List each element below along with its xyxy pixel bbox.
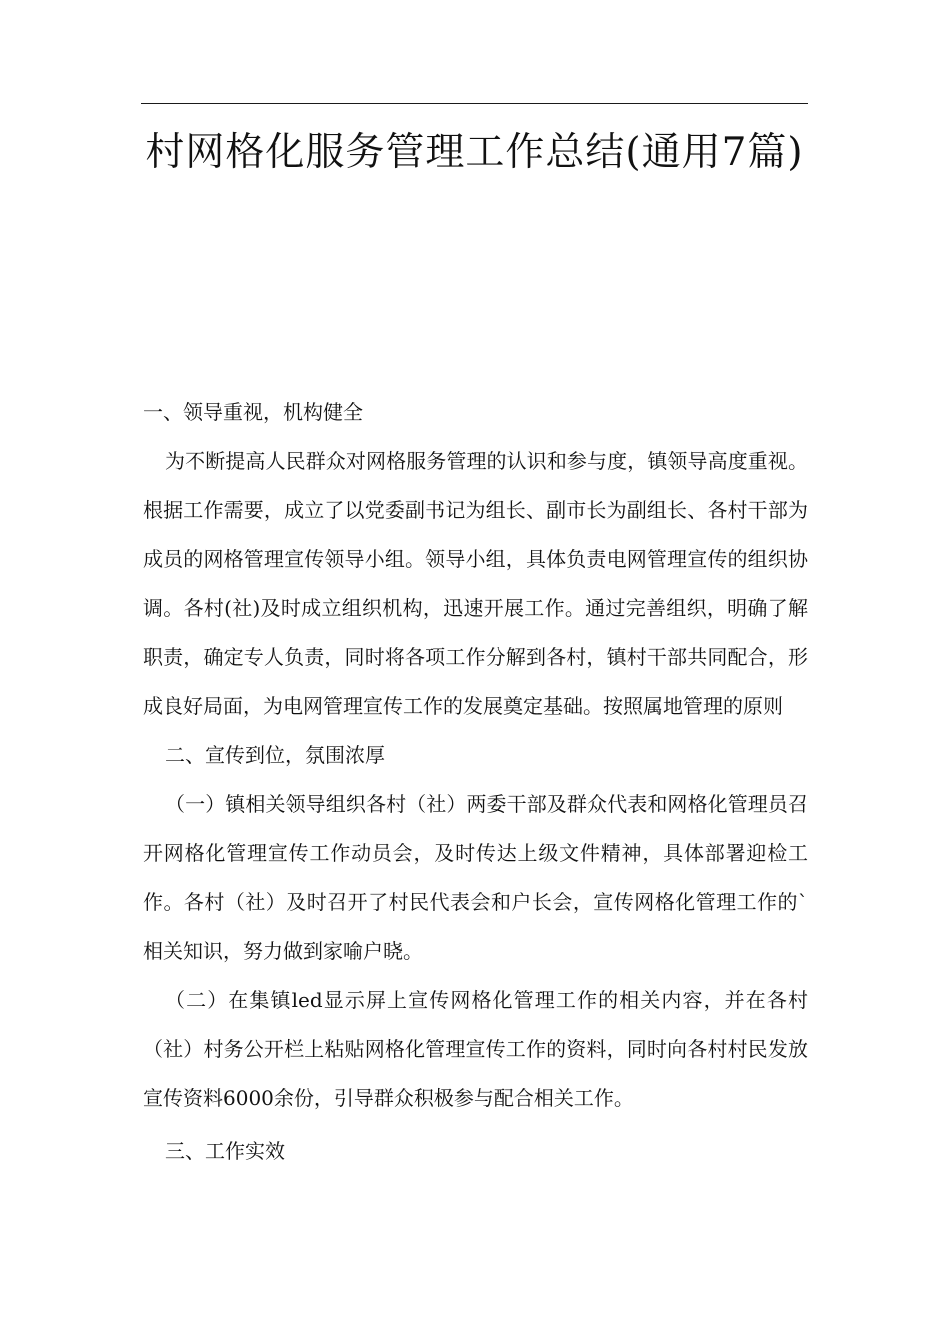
document-body [143, 388, 808, 1176]
section-heading-1: 一、领导重视，机构健全 [143, 400, 363, 424]
section-1-paragraph-1: 为不断提高人民群众对网格服务管理的认识和参与度，镇领导高度重视。根据工作需要，成立了以党委副书记为组长、副市长为副组长、各村干部为成员的网格管理宣传领导小组。领导小组，具体负责电网管理宣传的组织协调。各村(社)及时成立组织机构，迅速开展工作。通过完善组织，明确了解职责，确定专人负责，同时将各项工作分解到各村，镇村干部共同配合，形成良好局面，为电网管理宣传工作的发展奠定基础。按照属地管理的原则 [143, 449, 808, 718]
section-2-paragraph-2: （二）在集镇led显示屏上宣传网格化管理工作的相关内容，并在各村（社）村务公开栏上粘贴网格化管理宣传工作的资料，同时向各村村民发放宣传资料6000余份，引导群众积极参与配合相关工作。 [143, 988, 808, 1110]
document-title: 村网格化服务管理工作总结(通用7篇) [145, 130, 804, 175]
section-2-paragraph-1: （一）镇相关领导组织各村（社）两委干部及群众代表和网格化管理员召开网格化管理宣传工作动员会，及时传达上级文件精神，具体部署迎检工作。各村（社）及时召开了村民代表会和户长会，宣传网格化管理工作的`相关知识，努力做到家喻户晓。 [143, 792, 808, 963]
section-heading-2: 二、宣传到位，氛围浓厚 [165, 743, 385, 767]
section-heading-3: 三、工作实效 [165, 1139, 285, 1163]
header-rule [141, 103, 808, 104]
